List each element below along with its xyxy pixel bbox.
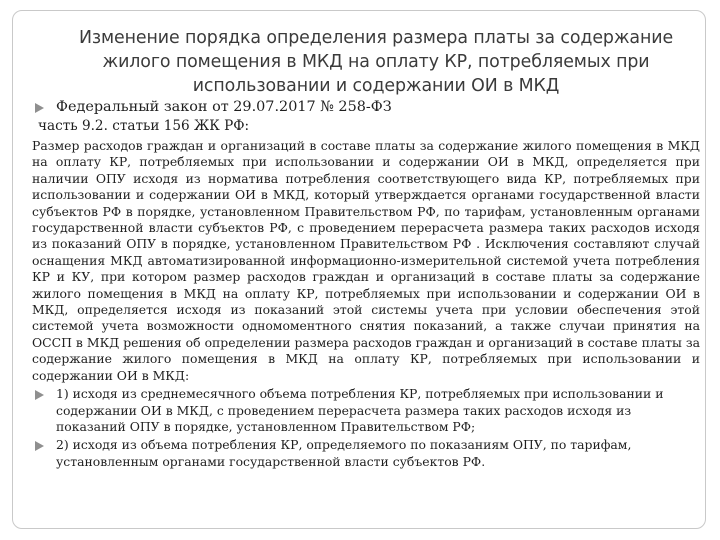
part-heading: часть 9.2. статьи 156 ЖК РФ: — [38, 118, 250, 134]
title-line-3: использовании и содержании ОИ в МКД — [192, 76, 560, 96]
law-heading-row — [32, 98, 700, 117]
slide-title — [70, 26, 682, 98]
title-line-1: Изменение порядка определения размера платы за содержание — [78, 28, 674, 48]
arrow-bullet-icon — [35, 441, 44, 451]
list-item-text: 1) исходя из среднемесячного объема потребления КР, потребляемых при использовании и содержании ОИ в МКД, с проведением перерасчета размера таких расходов исходя из показаний ОПУ в порядке, установленном Правительством РФ; — [56, 386, 664, 434]
list-item — [32, 437, 700, 470]
main-paragraph: Размер расходов граждан и организаций в составе платы за содержание жилого помещения в МКД на оплату КР, потребляемых при использовании и содержании ОИ в МКД, определяется при наличии ОПУ исходя из норматива потребления соответствующего вида КР, потребляемых при использовании и содержании ОИ в МКД, который утверждается органами государственной власти субъектов РФ в порядке, установленном Правительством РФ, по тарифам, установленным органами государственной власти субъектов РФ, с проведением перерасчета размера таких расходов исходя из показаний ОПУ в порядке, установленном Правительством РФ . Исключения составляют случай оснащения МКД автоматизированной информационно-измерительной системой учета потребления КР и КУ, при котором размер расходов граждан и организаций в составе платы за содержание жилого помещения в МКД на оплату КР, потребляемых при использовании и содержании ОИ в МКД, определяется исходя из показаний этой системы учета при условии обеспечения этой системой учета возможности одномоментного снятия показаний, а также случаи принятия на ОССП в МКД решения об определении размера расходов граждан и организаций в составе платы за содержание жилого помещения в МКД на оплату КР, потребляемых при использовании и содержании ОИ в МКД: — [32, 138, 700, 383]
slide-body — [32, 98, 700, 470]
arrow-bullet-icon — [35, 390, 44, 400]
list-item — [32, 386, 700, 435]
arrow-bullet-icon — [35, 103, 44, 113]
law-heading: Федеральный закон от 29.07.2017 № 258-ФЗ — [56, 99, 392, 115]
list-item-text: 2) исходя из объема потребления КР, определяемого по показаниям ОПУ, по тарифам, установленным органами государственной власти субъектов РФ. — [56, 437, 632, 469]
title-line-2: жилого помещения в МКД на оплату КР, потребляемых при — [102, 52, 650, 72]
